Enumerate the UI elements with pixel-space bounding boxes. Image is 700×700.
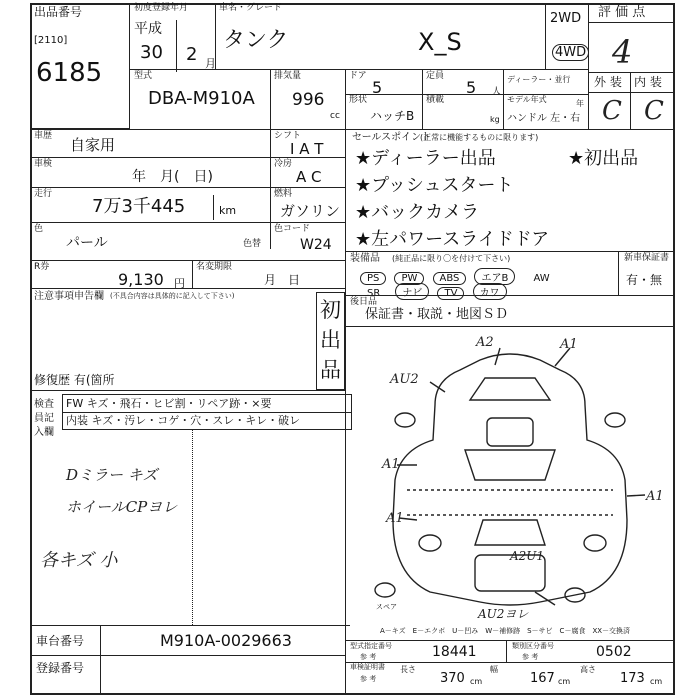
inspection-label: 検査員記入欄	[34, 399, 54, 438]
history: 自家用	[70, 136, 116, 154]
later-items: 保証書・取説・地図ＳＤ	[365, 307, 509, 322]
color: パール	[66, 235, 108, 251]
equip-sr: SR	[367, 288, 381, 299]
model-label: 車名・グレード	[219, 3, 283, 13]
height-label: 高さ	[580, 665, 596, 674]
divider	[30, 260, 345, 261]
equip-tv: TV	[437, 287, 464, 300]
damage-legend: A－キズ E－エクボ U－凹み W－補修跡 S－サビ C－腐食 XX－交換済	[380, 627, 631, 635]
selling-point-1: ★ディーラー出品	[355, 148, 496, 169]
equip-abs: ABS	[433, 272, 467, 285]
selling-point-4: ★バックカメラ	[355, 202, 480, 223]
model-year-label: モデル年式	[507, 95, 547, 104]
damage-mark-6: A1	[646, 489, 664, 504]
damage-mark-1: A2	[476, 335, 494, 350]
history-label: 車歴	[34, 131, 53, 141]
designation-sub: 参 考	[360, 653, 377, 661]
first-time-2: 出	[320, 328, 341, 352]
chassis-no: M910A-0029663	[160, 631, 292, 650]
selling-point-3: ★プッシュスタート	[355, 175, 514, 196]
inspection-interior: 内装 キズ・汚レ・コゲ・穴・スレ・キレ・破レ	[66, 414, 301, 427]
handwritten-note-2: ホイールCPヨレ	[66, 498, 178, 516]
door-label: ドア	[349, 71, 367, 81]
divider	[270, 129, 271, 249]
score: 4	[612, 33, 633, 71]
later-label: 後日品	[350, 297, 378, 307]
divider	[588, 92, 675, 93]
dims-label: 車検証明書	[350, 663, 385, 671]
equip-pw: PW	[394, 272, 424, 285]
ext-grade: C	[602, 96, 622, 126]
divider	[506, 640, 507, 662]
spare-tire	[375, 583, 395, 597]
color-change: 色替	[243, 239, 262, 249]
divider	[30, 187, 345, 188]
divider	[176, 20, 177, 72]
divider	[422, 69, 423, 129]
displacement: 996	[292, 90, 325, 110]
equip-leather: カワ	[473, 283, 507, 300]
divider	[100, 625, 101, 695]
wheel-rear-right	[584, 535, 606, 551]
yen-unit: 円	[174, 277, 185, 290]
type-label: 型式	[134, 71, 153, 81]
shift-label: シフト	[274, 131, 302, 141]
lot-no-label: 出品番号	[34, 5, 83, 19]
divider	[30, 288, 345, 289]
notes-sub: (不具合内容は具体的に記入して下さい)	[110, 292, 235, 300]
divider	[618, 251, 619, 295]
wheel-rear-left	[419, 535, 441, 551]
fuel: ガソリン	[280, 202, 341, 220]
fuel-label: 燃料	[274, 189, 293, 199]
month: 2	[186, 44, 198, 65]
mark-pointer	[495, 348, 500, 365]
first-time-1: 初	[320, 298, 341, 322]
divider	[345, 94, 588, 95]
divider	[345, 295, 675, 296]
mark-pointer	[627, 495, 645, 496]
damage-mark-3: AU2	[390, 372, 419, 387]
inspect-line: 年 月( 日)	[132, 169, 213, 185]
selling-label: セールスポイント	[352, 132, 432, 143]
equipment-sub: (純正品に限り〇を付けて下さい)	[392, 254, 511, 263]
doors: 5	[372, 78, 383, 97]
damage-mark-5: A1	[386, 511, 404, 526]
selling-sub: (正常に機能するものに限ります)	[420, 133, 539, 142]
width-label: 幅	[490, 665, 498, 674]
divider	[192, 430, 193, 625]
reg-no-label: 登録番号	[36, 661, 85, 675]
divider	[192, 260, 193, 288]
inspection-fw: FW キズ・飛石・ヒビ割・リペア跡・×要	[66, 397, 272, 410]
mileage: 7万3千445	[92, 196, 186, 217]
divider	[345, 662, 675, 663]
height-unit: cm	[650, 677, 663, 686]
warranty-value: 有・無	[626, 273, 663, 287]
color-label: 色	[34, 224, 44, 234]
equip-navi: ナビ	[395, 283, 429, 300]
disp-label: 排気量	[274, 71, 302, 81]
ac: A C	[296, 168, 322, 186]
divider	[588, 72, 675, 73]
damage-mark-2: A1	[560, 337, 578, 352]
divider	[345, 251, 675, 252]
width-unit: cm	[558, 677, 571, 686]
divider	[30, 390, 345, 391]
equipment-row-2	[360, 281, 510, 300]
inspect-label: 車検	[34, 159, 53, 169]
wheel-front-left	[395, 413, 415, 427]
designation-label: 型式指定番号	[350, 642, 392, 650]
mileage-label: 走行	[34, 189, 53, 199]
title-label: 名変期限	[196, 262, 233, 272]
ext-label: 外 装	[594, 75, 622, 89]
car-windshield	[465, 450, 555, 480]
length-label: 長さ	[400, 665, 416, 674]
damage-mark-4: A1	[382, 457, 400, 472]
divider	[213, 195, 214, 220]
class-label: 類別区分番号	[512, 642, 554, 650]
load-label: 積載	[426, 95, 445, 105]
divider	[30, 222, 345, 223]
year-unit: 年	[576, 99, 584, 108]
car-rear-window	[475, 520, 545, 545]
selling-point-2: ★初出品	[568, 148, 639, 169]
handle: ハンドル 左・右	[507, 113, 581, 124]
divider	[62, 412, 352, 413]
shift: I A T	[290, 140, 324, 158]
capacity: 5	[466, 78, 477, 97]
lot-code: [2110]	[34, 35, 68, 46]
grade: X_S	[418, 28, 462, 56]
damage-mark-8: AU2ヨレ	[478, 607, 529, 621]
divider	[30, 157, 345, 158]
class-sub: 参 考	[522, 653, 539, 661]
divider	[30, 129, 675, 130]
equip-aw: AW	[533, 273, 550, 284]
title-line: 月 日	[264, 273, 301, 287]
divider	[345, 326, 675, 327]
recycle: 9,130	[118, 270, 164, 289]
length-unit: cm	[470, 677, 483, 686]
width: 167	[530, 671, 555, 686]
height: 173	[620, 671, 645, 686]
score-label: 評 価 点	[598, 5, 646, 20]
divider	[270, 69, 271, 129]
drive-2wd: 2WD	[550, 11, 582, 26]
designation-no: 18441	[432, 644, 477, 660]
kg-unit: kg	[490, 115, 500, 124]
shape: ハッチB	[370, 109, 415, 123]
int-label: 内 装	[634, 75, 662, 89]
dealer-label: ディーラー・並行	[507, 75, 571, 84]
divider	[30, 655, 346, 656]
divider	[345, 69, 346, 129]
lot-no: 6185	[36, 58, 103, 88]
divider	[503, 69, 504, 129]
divider	[130, 69, 588, 70]
handwritten-note-1: Dミラー キズ	[66, 466, 158, 484]
shape-label: 形状	[349, 95, 368, 105]
cc-unit: cc	[330, 111, 340, 121]
r-label: R券	[34, 262, 50, 272]
int-grade: C	[644, 96, 664, 126]
cap-label: 定員	[426, 71, 445, 81]
reg-label: 初度登録年月	[134, 3, 189, 13]
dims-sub: 参 考	[360, 675, 377, 683]
car-roof	[487, 418, 533, 446]
new-warranty-label: 新車保証書	[624, 253, 670, 263]
model-code: DBA-M910A	[148, 88, 255, 109]
car-name: タンク	[223, 28, 289, 53]
first-time-3: 品	[320, 358, 341, 382]
year: 30	[140, 42, 163, 63]
divider	[630, 72, 631, 129]
equipment-label: 装備品	[350, 253, 380, 264]
divider	[588, 22, 675, 23]
class-no: 0502	[596, 644, 632, 660]
drive-4wd: 4WD	[552, 44, 589, 61]
equip-airbag: エアB	[474, 268, 515, 285]
month-unit: 月	[205, 57, 216, 70]
chassis-label: 車台番号	[36, 634, 85, 648]
car-hood	[470, 378, 550, 400]
divider	[215, 3, 216, 69]
spare-label: スペア	[376, 603, 397, 611]
repair-label: 修復歴 有(箇所	[34, 373, 115, 387]
cap-unit: 人	[492, 87, 502, 97]
handwritten-note-3: 各キズ 小	[40, 550, 118, 571]
color-code-label: 色コード	[274, 224, 311, 234]
length: 370	[440, 671, 465, 686]
ac-label: 冷房	[274, 159, 293, 169]
wheel-front-right	[605, 413, 625, 427]
damage-mark-7: A2U1	[510, 549, 545, 563]
equip-ps: PS	[360, 272, 386, 285]
notes-label: 注意事項申告欄	[34, 291, 104, 302]
color-code: W24	[300, 237, 332, 253]
selling-point-5: ★左パワースライドドア	[355, 229, 550, 250]
divider	[545, 3, 546, 69]
km-unit: km	[219, 204, 237, 217]
era: 平成	[134, 21, 162, 37]
